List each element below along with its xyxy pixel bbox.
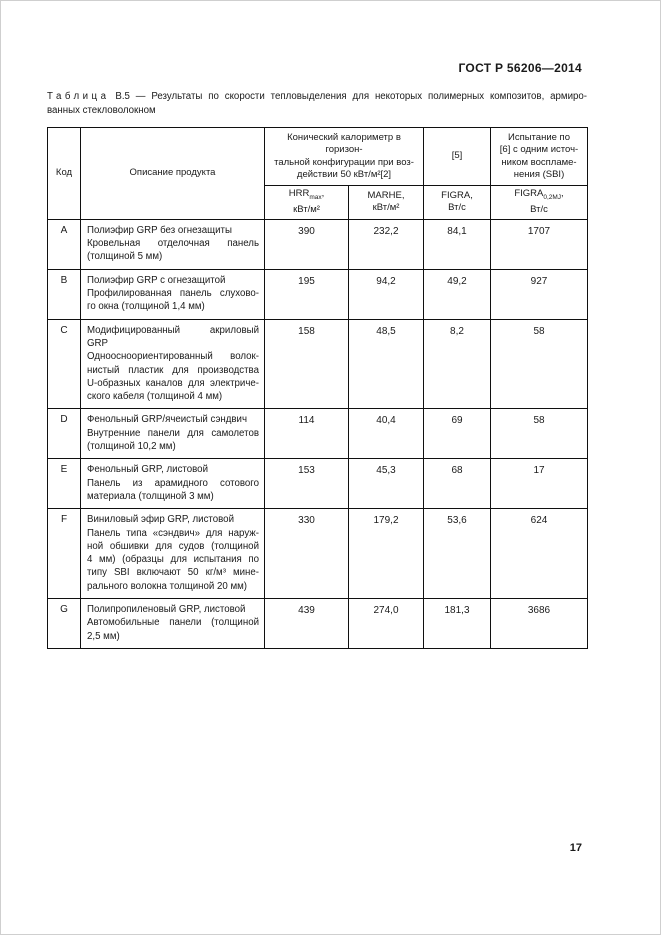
row-value: 68 — [424, 459, 491, 509]
table-caption-line1 — [47, 90, 587, 104]
row-value: 330 — [265, 509, 349, 599]
table-row — [48, 269, 588, 319]
row-value: 45,3 — [349, 459, 424, 509]
doc-number-header: ГОСТ Р 56206—2014 — [458, 61, 582, 75]
row-value: 94,2 — [349, 269, 424, 319]
row-value: 439 — [265, 599, 349, 649]
row-value: 69 — [424, 409, 491, 459]
row-value: 8,2 — [424, 319, 491, 409]
table-caption — [47, 90, 587, 117]
table-row — [48, 409, 588, 459]
sub-header-figra: FIGRA, Вт/с — [424, 186, 491, 220]
row-value: 48,5 — [349, 319, 424, 409]
col-header-sbi-test: Испытание по [6] с одним источ- ником воспламе- нения (SBI) — [491, 128, 588, 186]
row-code: B — [48, 269, 81, 319]
page-number: 17 — [569, 842, 582, 854]
sub-header-hrr-max: $HRR_{max}$, кВт/м² — [265, 186, 349, 220]
col-header-cone-calorimeter: Конический калориметр в горизон- тальной конфигурации при воз- действии 50 кВт/м²[2] — [265, 128, 424, 186]
row-value: 274,0 — [349, 599, 424, 649]
row-code: E — [48, 459, 81, 509]
table-row — [48, 509, 588, 599]
row-description: Полипропиленовый GRP, листовой Автомобильные панели (толщиной 2,5 мм) — [81, 599, 265, 649]
row-value: 3686 — [491, 599, 588, 649]
row-description: Фенольный GRP, листовой Панель из арамидного сотового материала (толщиной 3 мм) — [81, 459, 265, 509]
row-value: 58 — [491, 409, 588, 459]
row-value: 158 — [265, 319, 349, 409]
results-table — [47, 127, 588, 649]
row-value: 17 — [491, 459, 588, 509]
row-value: 232,2 — [349, 219, 424, 269]
row-value: 84,1 — [424, 219, 491, 269]
row-value: 390 — [265, 219, 349, 269]
row-value: 181,3 — [424, 599, 491, 649]
col-header-code: Код — [48, 128, 81, 220]
row-code: A — [48, 219, 81, 269]
row-code: D — [48, 409, 81, 459]
row-description: Полиэфир GRP без огнезащиты Кровельная отделочная панель (толщиной 5 мм) — [81, 219, 265, 269]
table-caption-label: Таблица — [47, 91, 110, 102]
sub-header-figra-02mj: $FIGRA_{0,2MJ}$, Вт/с — [491, 186, 588, 220]
results-table-wrapper — [47, 127, 587, 649]
table-caption-title: В.5 — Результаты по скорости тепловыделения для некоторых полимерных композитов, армиро- — [109, 91, 587, 102]
row-description: Полиэфир GRP с огнезащитой Профилированная панель слухово- го окна (толщиной 1,4 мм) — [81, 269, 265, 319]
col-header-ref-5: [5] — [424, 128, 491, 186]
row-value: 179,2 — [349, 509, 424, 599]
row-value: 49,2 — [424, 269, 491, 319]
sub-header-marhe: MARHE, кВт/м² — [349, 186, 424, 220]
row-value: 1707 — [491, 219, 588, 269]
table-row — [48, 459, 588, 509]
row-code: F — [48, 509, 81, 599]
row-code: G — [48, 599, 81, 649]
row-value: 153 — [265, 459, 349, 509]
row-value: 40,4 — [349, 409, 424, 459]
row-value: 114 — [265, 409, 349, 459]
row-value: 58 — [491, 319, 588, 409]
table-caption-line2: ванных стекловолокном — [47, 104, 156, 116]
table-row — [48, 599, 588, 649]
row-value: 927 — [491, 269, 588, 319]
col-header-description: Описание продукта — [81, 128, 265, 220]
row-value: 195 — [265, 269, 349, 319]
results-table-body — [48, 219, 588, 648]
row-value: 53,6 — [424, 509, 491, 599]
row-code: C — [48, 319, 81, 409]
row-description: Фенольный GRP/ячеистый сэндвич Внутренние панели для самолетов (толщиной 10,2 мм) — [81, 409, 265, 459]
table-row — [48, 319, 588, 409]
row-description: Виниловый эфир GRP, листовой Панель типа «сэндвич» для наруж- ной обшивки для судов (толщиной 4 мм) (образцы для испытания по типу SBI включают 50 кг/м³ мине- рального волокна толщиной 20 мм) — [81, 509, 265, 599]
row-value: 624 — [491, 509, 588, 599]
row-description: Модифицированный акриловый GRP Одноосноориентированный волок- нистый пластик для производства U-образных каналов для электриче- ского кабеля (толщиной 4 мм) — [81, 319, 265, 409]
table-row — [48, 219, 588, 269]
